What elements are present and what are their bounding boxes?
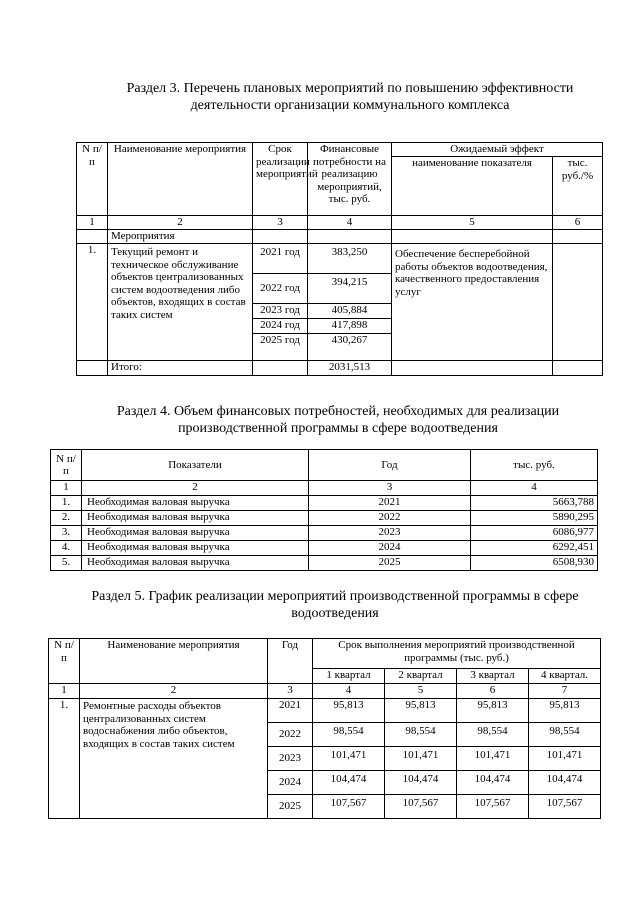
s4-colnum: 3 [309,481,471,496]
table-row [51,526,598,541]
s5-q-value: 98,554 [457,723,529,747]
s5-colnum: 1 [49,684,80,699]
table-row [77,244,603,274]
s4-header-year: Год [309,450,471,481]
s4-value: 6292,451 [471,541,598,556]
s5-year: 2024 [268,771,313,795]
s3-header-indicator: наименование показателя [392,157,553,216]
s5-q-value: 104,474 [529,771,601,795]
s3-colnum: 1 [77,216,108,230]
s5-q-value: 107,567 [385,795,457,819]
table-row [49,699,601,723]
s4-indicator: Необходимая валовая выручка [82,526,309,541]
s5-header-q1: 1 квартал [313,669,385,684]
table-row [51,556,598,571]
s5-item-name: Ремонтные расходы объектов централизованных систем водоснабжения либо объектов, входящих в состав таких систем [80,699,268,819]
s4-year: 2022 [309,511,471,526]
s4-value: 6086,977 [471,526,598,541]
s3-total-value: 2031,513 [308,361,392,376]
s4-colnum: 2 [82,481,309,496]
s3-total-label: Итого: [108,361,253,376]
s5-q-value: 107,567 [457,795,529,819]
s5-q-value: 101,471 [457,747,529,771]
section4-title-line2: производственной программы в сфере водоотведения [178,421,498,436]
s3-colnum: 4 [308,216,392,230]
s4-num: 5. [51,556,82,571]
s5-q-value: 101,471 [385,747,457,771]
s4-num: 1. [51,496,82,511]
s3-year: 2021 год [253,244,308,274]
s5-colnum: 5 [385,684,457,699]
s4-value: 5890,295 [471,511,598,526]
s4-year: 2025 [309,556,471,571]
s3-column-numbers-row [77,216,603,230]
s3-group-row [77,230,603,244]
s4-header-unit: тыс. руб. [471,450,598,481]
section5-table [48,638,601,819]
s5-colnum: 3 [268,684,313,699]
s4-header-num: N п/п [51,450,82,481]
s4-indicator: Необходимая валовая выручка [82,541,309,556]
s3-year: 2023 год [253,304,308,319]
s3-year: 2022 год [253,274,308,304]
s3-value: 405,884 [308,304,392,319]
s4-colnum: 4 [471,481,598,496]
s5-q-value: 95,813 [385,699,457,723]
s5-header-period: Срок выполнения мероприятий производственной программы (тыс. руб.) [313,639,601,669]
s5-header-num: N п/ п [49,639,80,684]
s5-header-q4: 4 квартал. [529,669,601,684]
s5-q-value: 104,474 [457,771,529,795]
s3-header-finance: Финансовые потребности на реализацию мероприятий, тыс. руб. [308,143,392,216]
s5-year: 2023 [268,747,313,771]
s4-indicator: Необходимая валовая выручка [82,556,309,571]
s5-header-q3: 3 квартал [457,669,529,684]
s5-column-numbers-row [49,684,601,699]
s5-colnum: 6 [457,684,529,699]
s4-num: 3. [51,526,82,541]
table-row [51,541,598,556]
s3-total-row [77,361,603,376]
s5-q-value: 98,554 [385,723,457,747]
section3-table [76,142,603,376]
s4-year: 2021 [309,496,471,511]
section5-title-line1: Раздел 5. График реализации мероприятий производственной программы в сфере [91,589,579,604]
s5-year: 2022 [268,723,313,747]
s5-header-q2: 2 квартал [385,669,457,684]
s4-indicator: Необходимая валовая выручка [82,511,309,526]
s5-q-value: 107,567 [529,795,601,819]
s3-item-num: 1. [77,244,108,361]
s5-colnum: 2 [80,684,268,699]
s4-num: 2. [51,511,82,526]
section3-title [60,80,640,114]
s3-group-label: Мероприятия [108,230,253,244]
s3-value: 383,250 [308,244,392,274]
s5-colnum: 7 [529,684,601,699]
s3-colnum: 6 [553,216,603,230]
s5-colnum: 4 [313,684,385,699]
s5-q-value: 95,813 [313,699,385,723]
s4-year: 2023 [309,526,471,541]
s3-colnum: 3 [253,216,308,230]
s5-header-year: Год [268,639,313,684]
s5-q-value: 95,813 [457,699,529,723]
section4-title-line1: Раздел 4. Объем финансовых потребностей, необходимых для реализации [116,404,560,419]
s4-column-numbers-row [51,481,598,496]
section4-title [48,403,628,437]
s5-year: 2021 [268,699,313,723]
s5-q-value: 101,471 [313,747,385,771]
s4-value: 5663,788 [471,496,598,511]
s3-item-effect: Обеспечение бесперебойной работы объектов водоотведения, качественного предоставления услуг [392,244,553,361]
s3-header-name: Наименование мероприятия [108,143,253,216]
s3-header-period: Срок реализации мероприятий [253,143,308,216]
s3-value: 430,267 [308,334,392,361]
s3-year: 2024 год [253,319,308,334]
s5-item-num: 1. [49,699,80,819]
section5-title [40,588,630,622]
s3-colnum: 5 [392,216,553,230]
s5-year: 2025 [268,795,313,819]
s3-header-unit: тыс. руб./% [553,157,603,216]
s5-q-value: 98,554 [529,723,601,747]
table-row [51,511,598,526]
s5-header-name: Наименование мероприятия [80,639,268,684]
s4-indicator: Необходимая валовая выручка [82,496,309,511]
section5-title-line2: водоотведения [291,606,379,621]
s3-year: 2025 год [253,334,308,361]
s3-value: 394,215 [308,274,392,304]
s5-q-value: 95,813 [529,699,601,723]
s3-value: 417,898 [308,319,392,334]
s4-colnum: 1 [51,481,82,496]
s4-header-indicator: Показатели [82,450,309,481]
s5-q-value: 101,471 [529,747,601,771]
s5-q-value: 104,474 [313,771,385,795]
s3-header-effect: Ожидаемый эффект [392,143,603,157]
s4-year: 2024 [309,541,471,556]
section3-title-line1: Раздел 3. Перечень плановых мероприятий по повышению эффективности [126,81,574,96]
section3-title-line2: деятельности организации коммунального комплекса [190,98,510,113]
s3-colnum: 2 [108,216,253,230]
section4-table [50,449,598,571]
s3-header-num: N п/п [77,143,108,216]
s5-q-value: 107,567 [313,795,385,819]
s4-value: 6508,930 [471,556,598,571]
s3-item-name: Текущий ремонт и техническое обслуживание объектов централизованных систем водоотведения либо объектов, входящих в состав таких систем [108,244,253,361]
s4-num: 4. [51,541,82,556]
s5-q-value: 104,474 [385,771,457,795]
table-row [51,496,598,511]
s5-q-value: 98,554 [313,723,385,747]
